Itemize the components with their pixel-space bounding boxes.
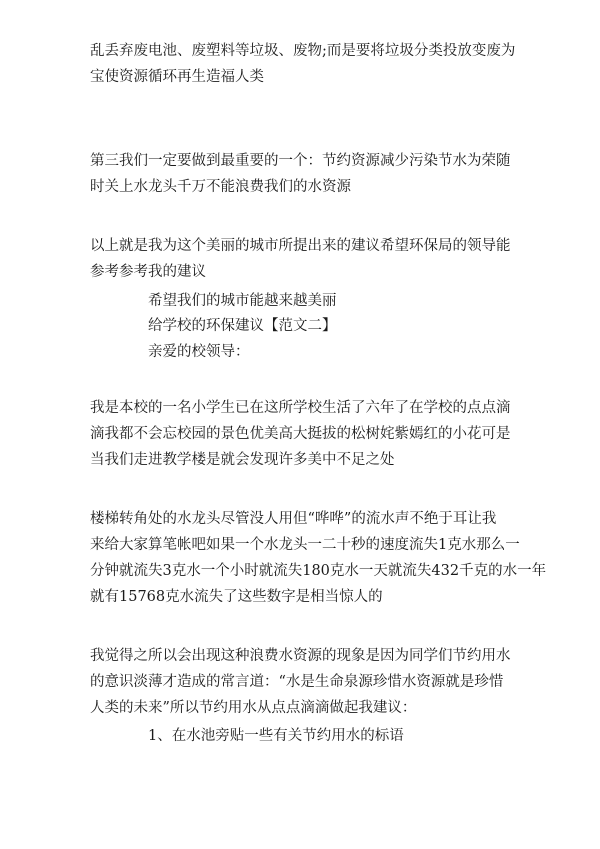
text-line: 的意识淡薄才造成的常言道：“水是生命泉源珍惜水资源就是珍惜 <box>90 674 504 690</box>
text-line: 滴我都不会忘校园的景色优美高大挺拔的松树姹紫嫣红的小花可是 <box>90 426 511 442</box>
text-line: 就有15768克水流失了这些数字是相当惊人的 <box>90 589 383 605</box>
text-line: 第三我们一定要做到最重要的一个：节约资源减少污染节水为荣随 <box>90 153 511 169</box>
paragraph-reason <box>90 643 520 721</box>
closing-line: 希望我们的城市能越来越美丽 <box>148 293 337 309</box>
paragraph-save-water <box>90 148 520 200</box>
text-line: 参考参考我的建议 <box>90 264 206 280</box>
text-line: 楼梯转角处的水龙头尽管没人用但“哗哗”的流水声不绝于耳让我 <box>90 511 497 527</box>
salutation: 亲爱的校领导： <box>148 344 250 360</box>
text-line: 我觉得之所以会出现这种浪费水资源的现象是因为同学们节约用水 <box>90 648 511 664</box>
text-line: 乱丢弃废电池、废塑料等垃圾、废物;而是要将垃圾分类投放变废为 <box>90 43 516 59</box>
suggestion-item: 1、在水池旁贴一些有关节约用水的标语 <box>148 728 404 744</box>
text-line: 时关上水龙头千万不能浪费我们的水资源 <box>90 179 351 195</box>
text-line: 当我们走进教学楼是就会发现许多美中不足之处 <box>90 452 395 468</box>
text-line: 分钟就流失3克水一个小时就流失180克水一天就流失432千克的水一年 <box>90 563 547 579</box>
paragraph-faucet-calculation <box>90 506 547 610</box>
section-title: 给学校的环保建议【范文二】 <box>148 318 337 334</box>
text-line: 我是本校的一名小学生已在这所学校生活了六年了在学校的点点滴 <box>90 400 511 416</box>
text-line: 宝使资源循环再生造福人类 <box>90 69 264 85</box>
paragraph-introduction <box>90 395 520 473</box>
paragraph-conclusion <box>90 233 520 285</box>
text-line: 以上就是我为这个美丽的城市所提出来的建议希望环保局的领导能 <box>90 238 511 254</box>
text-line: 人类的未来”所以节约用水从点点滴滴做起我建议： <box>90 700 417 716</box>
text-line: 来给大家算笔帐吧如果一个水龙头一二十秒的速度流失1克水那么一 <box>90 537 520 553</box>
paragraph-waste-sorting <box>90 38 520 90</box>
